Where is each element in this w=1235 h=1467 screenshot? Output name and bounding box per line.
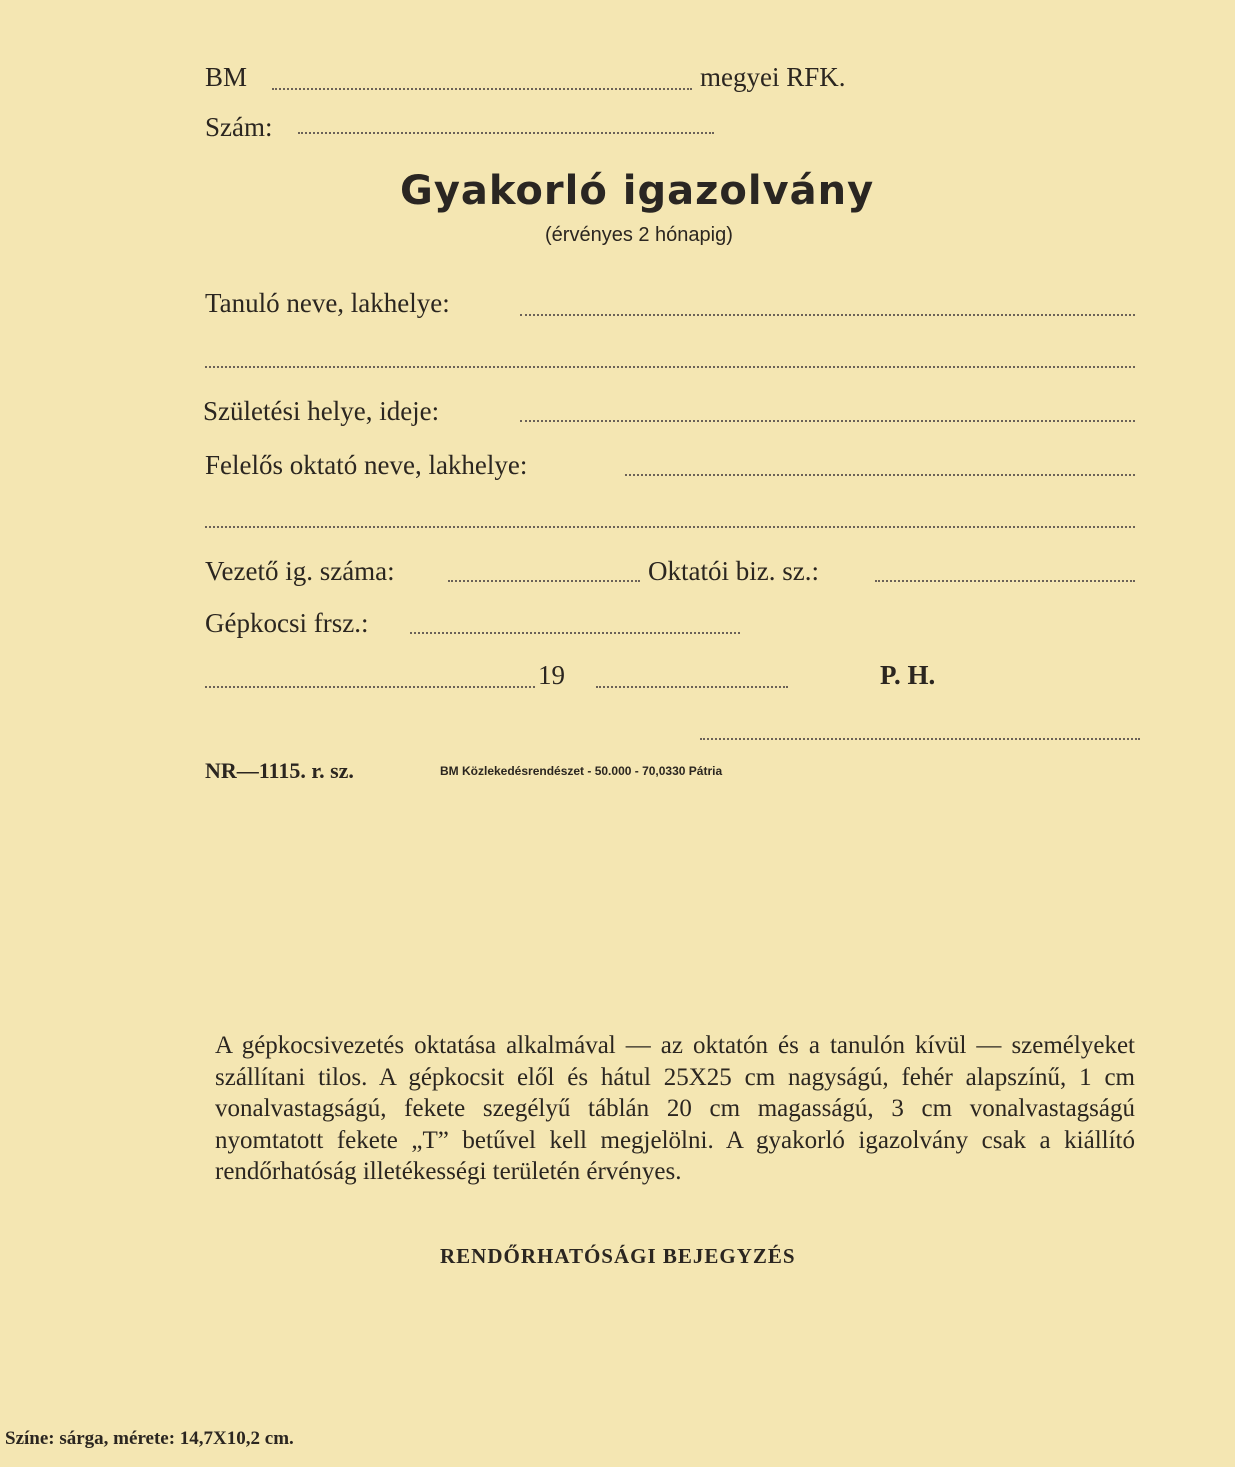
instructor-certificate-blank-line xyxy=(875,580,1135,582)
instructor-name-address-label: Felelős oktató neve, lakhelye: xyxy=(205,450,528,480)
year-label: 19 xyxy=(538,660,565,690)
student-address-blank-line xyxy=(205,366,1135,368)
instructor-address-blank-line xyxy=(205,526,1135,528)
regulations-paragraph: A gépkocsivezetés oktatása alkalmával — az oktatón és a tanulón kívül — személyeket szállítani tilos. A gépkocsit elől és hátul 25X25 cm nagyságú, fehér alapszínű, 1 cm vonalvastagságú, fekete szegélyű táblán 20 cm magasságú, 3 cm vonalvastagságú nyomtatott fekete „T” betűvel kell megjelölni. A gyakorló igazolvány csak a kiállító rendőrhatóság illetékességi területén érvényes. xyxy=(215,1032,1135,1185)
number-blank-line xyxy=(298,132,714,134)
instructor-certificate-label: Oktatói biz. sz.: xyxy=(648,556,819,586)
vehicle-plate-label: Gépkocsi frsz.: xyxy=(205,608,369,638)
birth-place-date-label: Születési helye, ideje: xyxy=(203,396,440,426)
police-entry-heading: RENDŐRHATÓSÁGI BEJEGYZÉS xyxy=(440,1244,796,1268)
student-name-blank-line xyxy=(520,314,1135,316)
number-label: Szám: xyxy=(205,112,273,142)
county-rfk-label: megyei RFK. xyxy=(700,62,846,92)
instructor-blank-line xyxy=(625,474,1135,476)
student-name-address-label: Tanuló neve, lakhelye: xyxy=(205,288,450,318)
county-blank-line xyxy=(272,88,692,90)
form-number: NR—1115. r. sz. xyxy=(205,758,354,783)
color-size-note: Színe: sárga, mérete: 14,7X10,2 cm. xyxy=(5,1428,294,1449)
place-blank-line xyxy=(205,686,535,688)
validity-subtitle: (érvényes 2 hónapig) xyxy=(545,224,733,246)
print-details: BM Közlekedésrendészet - 50.000 - 70,0330 Pátria xyxy=(440,764,723,778)
birth-blank-line xyxy=(520,420,1135,422)
document-title: Gyakorló igazolvány xyxy=(400,168,875,214)
date-blank-line xyxy=(596,686,788,688)
seal-place-label: P. H. xyxy=(880,660,936,690)
license-number-label: Vezető ig. száma: xyxy=(205,556,395,586)
license-number-blank-line xyxy=(448,580,640,582)
vehicle-plate-blank-line xyxy=(410,632,740,634)
bm-label: BM xyxy=(205,62,248,92)
signature-blank-line xyxy=(700,738,1140,740)
